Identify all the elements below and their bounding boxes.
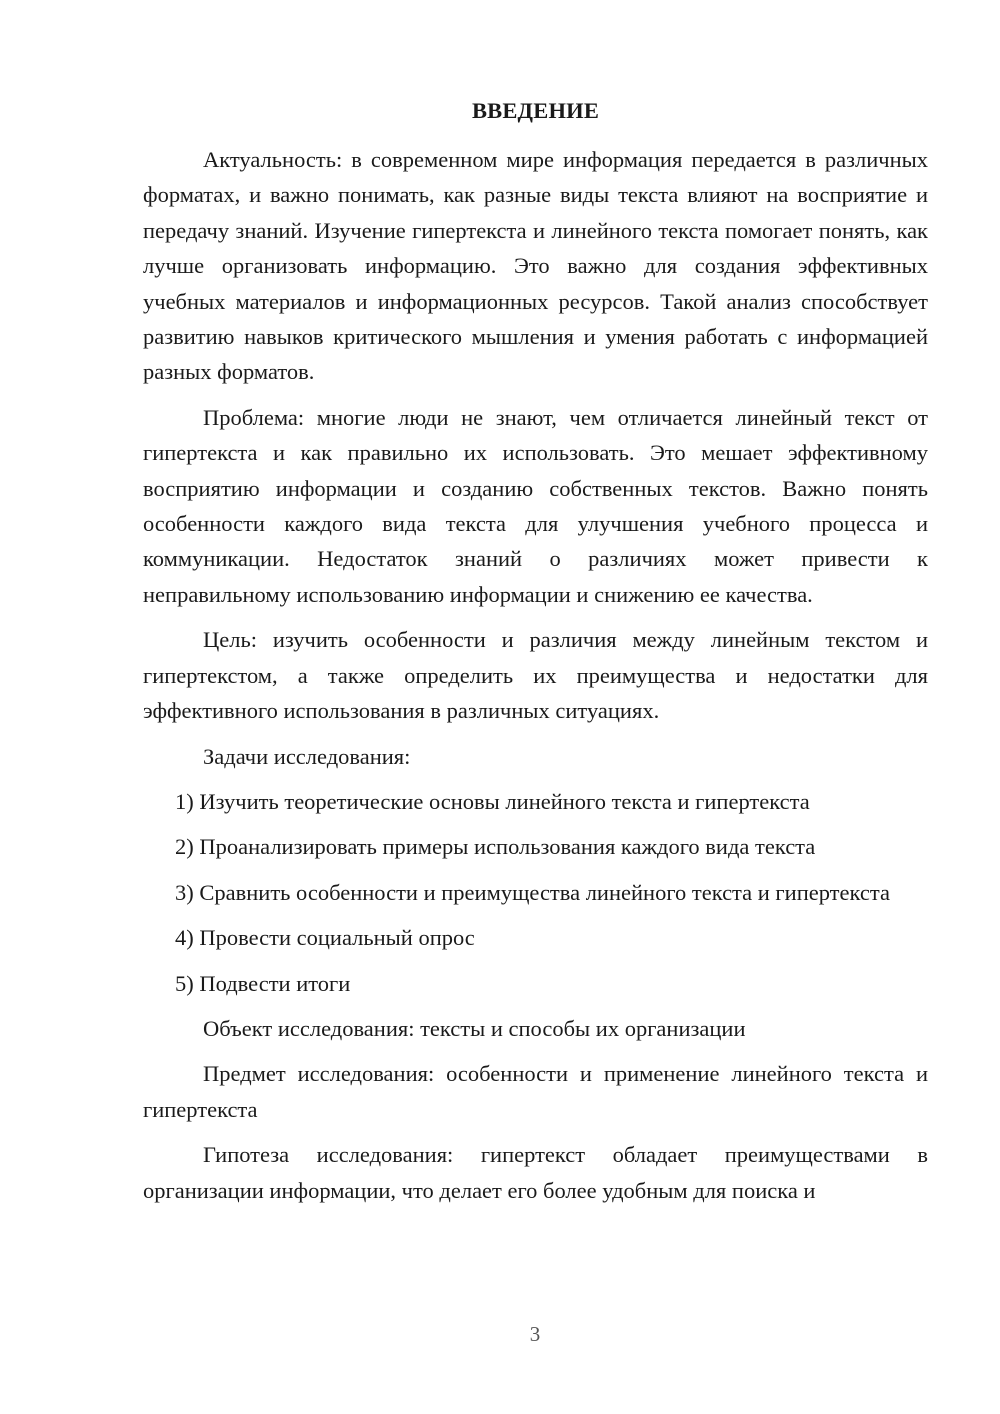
task-item-4: 4) Провести социальный опрос	[175, 925, 475, 951]
paragraph-hypothesis: Гипотеза исследования: гипертекст обладает преимуществами в организации информации, что делает его более удобным для поиска и	[143, 1142, 928, 1203]
section-title: ВВЕДЕНИЕ	[471, 98, 600, 123]
tasks-heading: Задачи исследования:	[203, 743, 411, 769]
page-content	[143, 93, 928, 1218]
task-item-3: 3) Сравнить особенности и преимущества линейного текста и гипертекста	[175, 879, 890, 905]
paragraph-subject: Предмет исследования: особенности и применение линейного текста и гипертекста	[143, 1061, 928, 1122]
task-item-1: 1) Изучить теоретические основы линейного текста и гипертекста	[175, 788, 810, 814]
paragraph-problem: Проблема: многие люди не знают, чем отличается линейный текст от гипертекста и как правильно их использовать. Это мешает эффективному восприятию информации и созданию собственных текстов. Важно понять особенности каждого вида текста для улучшения учебного процесса и коммуникации. Недостаток знаний о различиях может привести к неправильному использованию информации и снижению ее качества.	[143, 404, 928, 607]
task-item-2: 2) Проанализировать примеры использования каждого вида текста	[175, 834, 816, 860]
paragraph-object: Объект исследования: тексты и способы их организации	[203, 1015, 746, 1041]
page-number: 3	[529, 1322, 541, 1346]
task-item-5: 5) Подвести итоги	[175, 970, 351, 996]
paragraph-goal: Цель: изучить особенности и различия между линейным текстом и гипертекстом, а также определить их преимущества и недостатки для эффективного использования в различных ситуациях.	[143, 627, 928, 724]
paragraph-relevance: Актуальность: в современном мире информация передается в различных форматах, и важно понимать, как разные виды текста влияют на восприятие и передачу знаний. Изучение гипертекста и линейного текста помогает понять, как лучше организовать информацию. Это важно для создания эффективных учебных материалов и информационных ресурсов. Такой анализ способствует развитию навыков критического мышления и умения работать с информацией разных форматов.	[143, 147, 928, 385]
